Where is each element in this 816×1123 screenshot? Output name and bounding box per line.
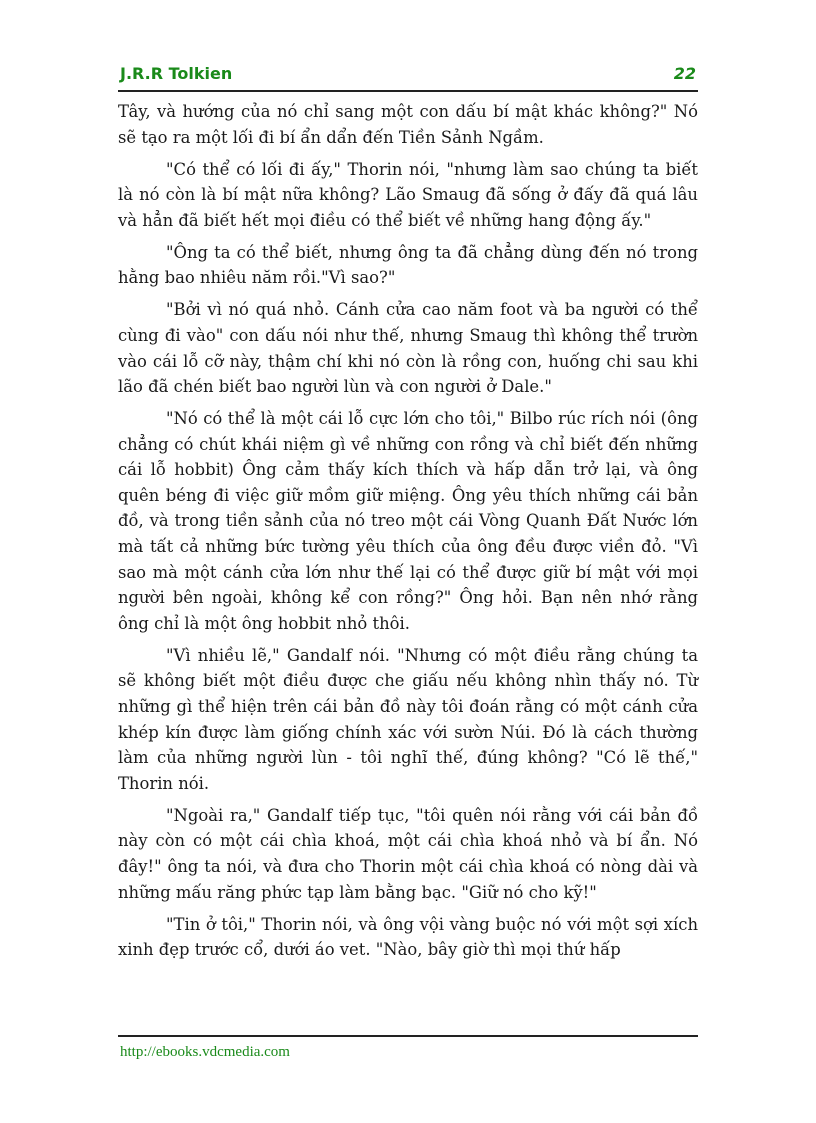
book-page	[118, 0, 698, 1123]
header-divider	[118, 90, 698, 92]
paragraph: "Tin ở tôi," Thorin nói, và ông vội vàng buộc nó với một sợi xích xinh đẹp trước cổ, dưới áo vet. "Nào, bây giờ thì mọi thứ hấp	[118, 914, 698, 960]
paragraph: "Ngoài ra," Gandalf tiếp tục, "tôi quên nói rằng với cái bản đồ này còn có một cái chìa khoá, một cái chìa khoá nhỏ và bí ẩn. Nó đây!" ông ta nói, và đưa cho Thorin một cái chìa khoá có nòng dài và những mấu răng phức tạp làm bằng bạc. "Giữ nó cho kỹ!"	[118, 805, 698, 902]
paragraph: "Ông ta có thể biết, nhưng ông ta đã chẳng dùng đến nó trong hằng bao nhiêu năm rồi."Vì sao?"	[118, 242, 698, 288]
footer-url[interactable]: http://ebooks.vdcmedia.com	[120, 1044, 290, 1060]
paragraph: Tây, và hướng của nó chỉ sang một con dấu bí mật khác không?" Nó sẽ tạo ra một lối đi bí ẩn dẩn đến Tiền Sảnh Ngầm.	[118, 102, 698, 147]
paragraph: "Vì nhiều lẽ," Gandalf nói. "Nhưng có một điều rằng chúng ta sẽ không biết một điều được che giấu nếu không nhìn thấy nó. Từ những gì thể hiện trên cái bản đồ này tôi đoán rằng có một cánh cửa khép kín được làm giống chính xác với sườn Núi. Đó là cách thường làm của những người lùn - tôi nghĩ thế, đúng không? "Có lẽ thế," Thorin nói.	[118, 645, 698, 793]
body-text	[118, 99, 698, 969]
paragraph: "Có thể có lối đi ấy," Thorin nói, "nhưng làm sao chúng ta biết là nó còn là bí mật nữa không? Lão Smaug đã sống ở đấy đã quá lâu và hẳn đã biết hết mọi điều có thể biết về những hang động ấy."	[118, 159, 698, 230]
page-header	[118, 64, 698, 88]
page-number: 22	[673, 64, 696, 83]
author-name: J.R.R Tolkien	[120, 64, 233, 83]
paragraph: "Nó có thể là một cái lỗ cực lớn cho tôi," Bilbo rúc rích nói (ông chẳng có chút khái niệm gì về những con rồng và chỉ biết đến những cái lỗ hobbit) Ông cảm thấy kích thích và hấp dẫn trở lại, và ông quên béng đi việc giữ mồm giữ miệng. Ông yêu thích những cái bản đồ, và trong tiền sảnh của nó treo một cái Vòng Quanh Đất Nước lớn mà tất cả những bức tường yêu thích của ông đều được viền đỏ. "Vì sao mà một cánh cửa lớn như thế lại có thể được giữ bí mật với mọi người bên ngoài, không kể con rồng?" Ông hỏi. Bạn nên nhớ rằng ông chỉ là một ông hobbit nhỏ thôi.	[118, 409, 698, 633]
footer-divider	[118, 1035, 698, 1037]
paragraph: "Bởi vì nó quá nhỏ. Cánh cửa cao năm foot và ba người có thể cùng đi vào" con dấu nói như thế, nhưng Smaug thì không thể trườn vào cái lỗ cỡ này, thậm chí khi nó còn là rồng con, huống chi sau khi lão đã chén biết bao người lùn và con người ở Dale."	[118, 300, 698, 397]
